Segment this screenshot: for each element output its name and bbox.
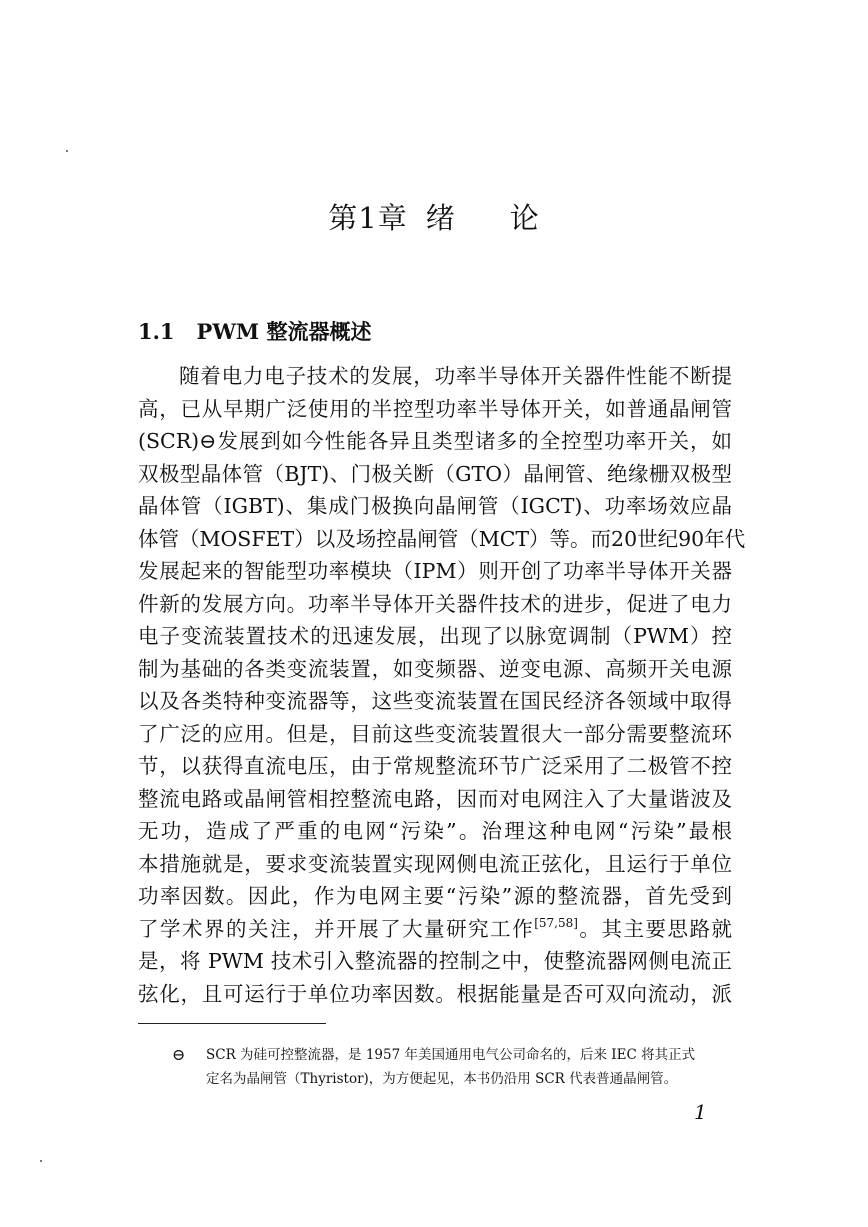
- footnote-rule: [138, 1023, 326, 1024]
- body-paragraph: [138, 360, 746, 1010]
- body-line: (SCR)⊖发展到如今性能各异且类型诸多的全控型功率开关，如: [138, 429, 732, 453]
- chapter-label: 第1章: [328, 201, 408, 235]
- chapter-title-part1: 绪: [425, 201, 456, 235]
- citation-reference: [57,58]: [534, 915, 578, 930]
- body-text-segment: 了学术界的关注，并开展了大量研究工作: [138, 916, 535, 941]
- body-line: 制为基础的各类变流装置，如变频器、逆变电源、高频开关电源: [138, 656, 732, 681]
- body-line: 发展起来的智能型功率模块（IPM）则开创了功率半导体开关器: [138, 559, 732, 583]
- section-number: 1.1: [138, 319, 175, 344]
- section-title: PWM 整流器概述: [196, 319, 372, 344]
- body-line: 节，以获得直流电压，由于常规整流环节广泛采用了二极管不控: [138, 754, 732, 778]
- chapter-title-part2: 论: [509, 201, 540, 235]
- footnote: [172, 1043, 732, 1091]
- body-line: 本措施就是，要求变流装置实现网侧电流正弦化，且运行于单位: [138, 851, 732, 876]
- body-line: 是，将 PWM 技术引入整流器的控制之中，使整流器网侧电流正: [138, 949, 732, 973]
- body-line: 以及各类特种变流器等，这些变流装置在国民经济各领域中取得: [138, 689, 732, 713]
- body-line: 随着电力电子技术的发展，功率半导体开关器件性能不断提: [179, 364, 732, 388]
- body-line: 体管（MOSFET）以及场控晶闸管（MCT）等。而20世纪90年代: [138, 526, 746, 551]
- body-line: 双极型晶体管（BJT)、门极关断（GTO）晶闸管、绝缘栅双极型: [138, 461, 732, 486]
- body-line: 功率因数。因此，作为电网主要“污染”源的整流器，首先受到: [138, 884, 732, 908]
- body-line: 弦化，且可运行于单位功率因数。根据能量是否可双向流动，派: [138, 981, 732, 1006]
- body-line: 无功，造成了严重的电网“污染”。治理这种电网“污染”最根: [138, 819, 732, 843]
- section-heading: [138, 316, 371, 346]
- body-line: 了广泛的应用。但是，目前这些变流装置很大一部分需要整流环: [138, 721, 732, 746]
- footnote-mark: ⊖: [172, 1045, 186, 1064]
- body-line-with-citation: [138, 913, 732, 946]
- body-line: 整流电路或晶闸管相控整流电路，因而对电网注入了大量谐波及: [138, 786, 732, 811]
- body-text-segment: 。其主要思路就: [577, 916, 733, 941]
- scan-speck: [66, 150, 68, 152]
- body-line: 电子变流装置技术的迅速发展，出现了以脉宽调制（PWM）控: [138, 624, 732, 648]
- page-number: 1: [694, 1100, 707, 1124]
- body-line: 件新的发展方向。功率半导体开关器件技术的进步，促进了电力: [138, 591, 732, 616]
- scan-speck: [40, 1160, 42, 1162]
- body-line: 晶体管（IGBT)、集成门极换向晶闸管（IGCT)、功率场效应晶: [138, 494, 732, 518]
- footnote-line: SCR 为硅可控整流器，是 1957 年美国通用电气公司命名的，后来 IEC 将其正式: [206, 1047, 696, 1063]
- body-line: 高，已从早期广泛使用的半控型功率半导体开关，如普通晶闸管: [138, 396, 732, 421]
- chapter-title: [0, 196, 868, 237]
- footnote-line: 定名为晶闸管（Thyristor)，为方便起见，本书仍沿用 SCR 代表普通晶闸管。: [206, 1071, 678, 1087]
